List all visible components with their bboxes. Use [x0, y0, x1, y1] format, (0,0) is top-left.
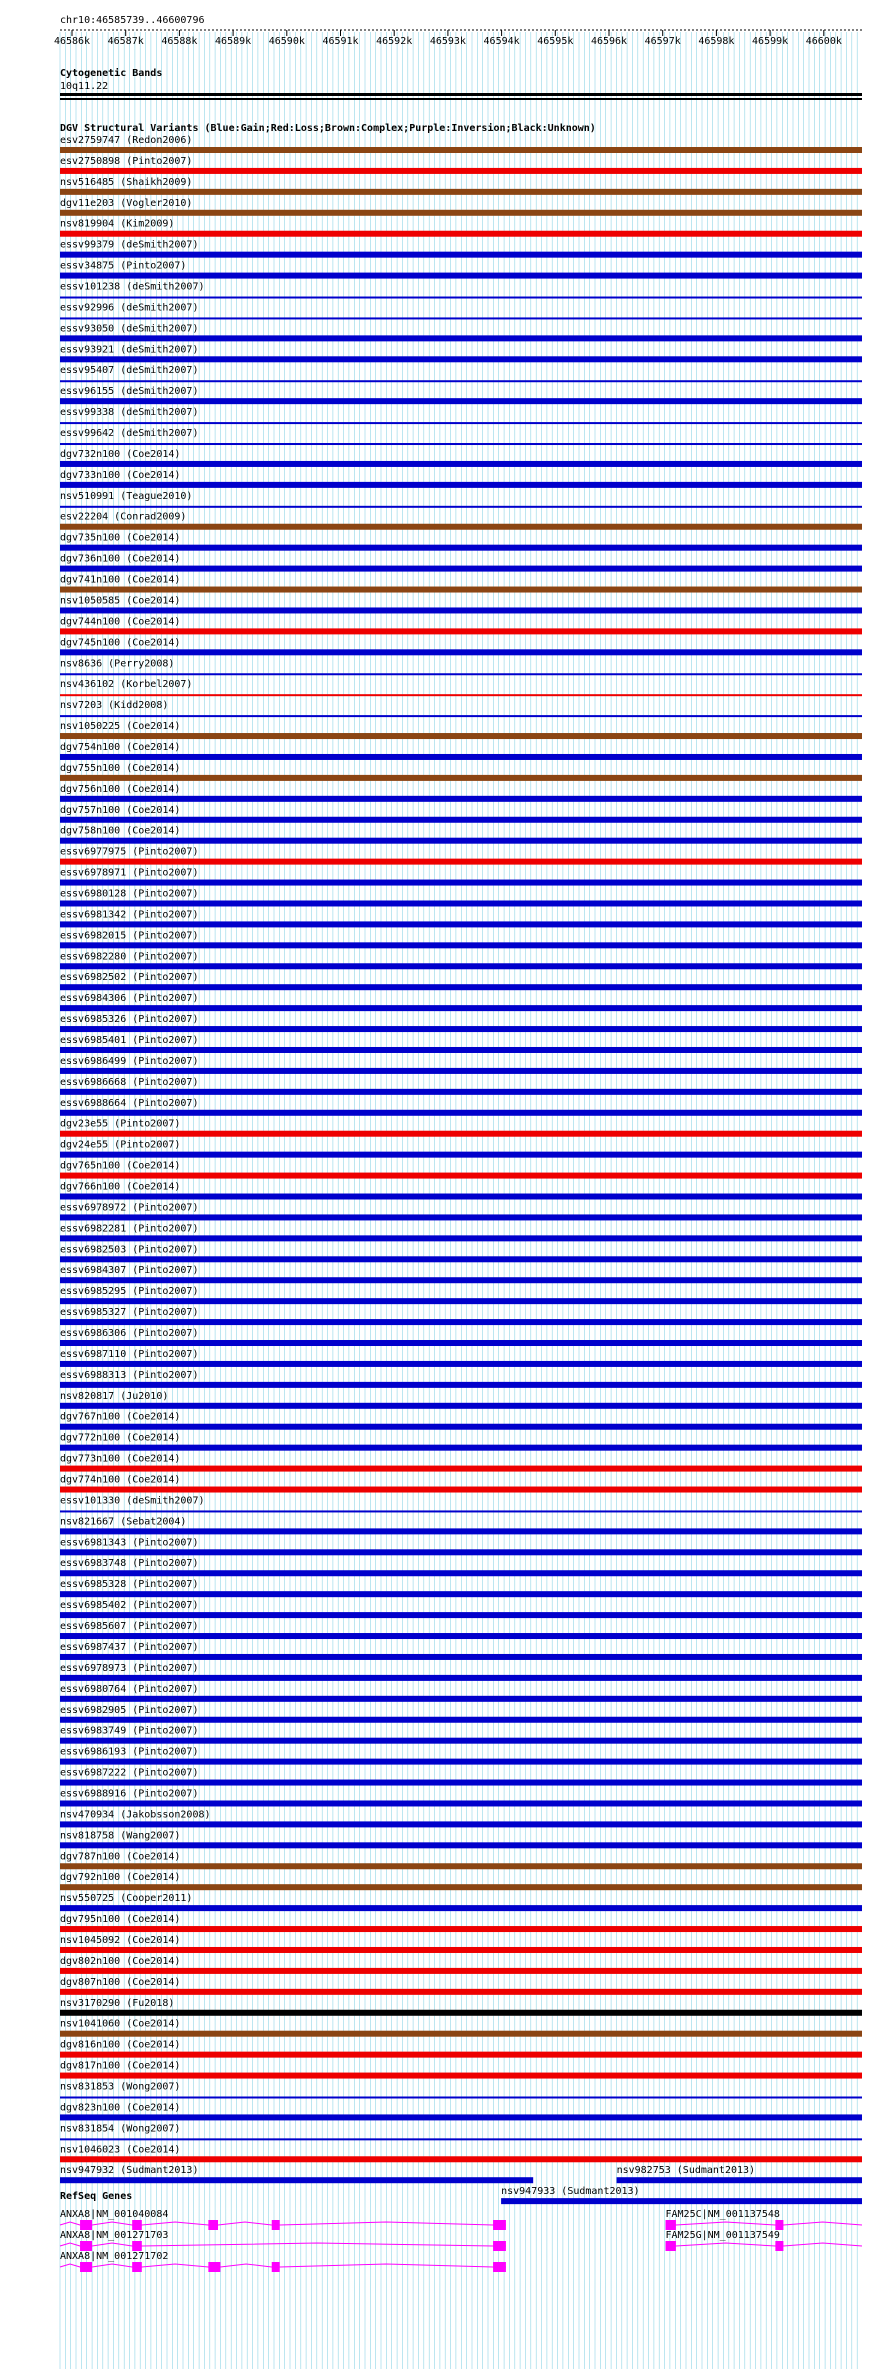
sv-label: nsv818758 (Wang2007)	[60, 1830, 181, 1842]
gene-exon[interactable]	[80, 2220, 92, 2230]
sv-bar-gain[interactable]	[60, 1780, 862, 1786]
sv-bar-gain[interactable]	[60, 649, 862, 655]
sv-bar-loss[interactable]	[60, 1173, 862, 1179]
sv-bar-gain[interactable]	[60, 252, 862, 258]
sv-label: essv6983749 (Pinto2007)	[60, 1725, 199, 1737]
sv-label: dgv757n100 (Coe2014)	[60, 804, 181, 816]
sv-bar-complex[interactable]	[60, 189, 862, 195]
sv-bar-gain[interactable]	[60, 1256, 862, 1262]
gene-exon[interactable]	[666, 2241, 676, 2251]
sv-label: essv101330 (deSmith2007)	[60, 1495, 205, 1507]
sv-bar-gain[interactable]	[60, 398, 862, 404]
sv-label: dgv733n100 (Coe2014)	[60, 469, 181, 481]
sv-bar-gain[interactable]	[60, 2096, 862, 2098]
sv-bar-gain[interactable]	[60, 1089, 862, 1095]
sv-label: essv6982502 (Pinto2007)	[60, 972, 199, 984]
gene-exon[interactable]	[208, 2262, 220, 2272]
sv-bar-complex[interactable]	[60, 524, 862, 530]
sv-label: essv92996 (deSmith2007)	[60, 302, 199, 314]
sv-label: essv6978972 (Pinto2007)	[60, 1202, 199, 1214]
sv-label: esv2750898 (Pinto2007)	[60, 155, 193, 167]
sv-label: essv6986668 (Pinto2007)	[60, 1076, 199, 1088]
gene-intron-line[interactable]	[60, 2264, 506, 2267]
sv-bar-gain[interactable]	[60, 1510, 862, 1512]
sv-label: dgv741n100 (Coe2014)	[60, 574, 181, 586]
sv-bar-gain[interactable]	[60, 1026, 862, 1032]
cytoband-title: Cytogenetic Bands	[60, 68, 163, 79]
sv-bar-gain[interactable]	[60, 1445, 862, 1451]
tick-label: 46596k	[590, 36, 628, 47]
tick-label: 46594k	[483, 36, 520, 47]
sv-label: dgv755n100 (Coe2014)	[60, 762, 181, 774]
sv-bar-gain[interactable]	[60, 796, 862, 802]
sv-label: essv99338 (deSmith2007)	[60, 407, 199, 419]
sv-bar-gain[interactable]	[60, 2177, 533, 2183]
sv-bar-gain[interactable]	[60, 1591, 862, 1597]
gene-exon[interactable]	[132, 2241, 142, 2251]
sv-bar-gain[interactable]	[60, 817, 862, 823]
sv-bar-gain[interactable]	[60, 607, 862, 613]
sv-label: essv6988664 (Pinto2007)	[60, 1097, 199, 1109]
sv-bar-gain[interactable]	[60, 297, 862, 299]
sv-label: dgv732n100 (Coe2014)	[60, 448, 181, 460]
sv-bar-gain[interactable]	[60, 1277, 862, 1283]
sv-label: essv6988313 (Pinto2007)	[60, 1369, 199, 1381]
sv-label: essv6986193 (Pinto2007)	[60, 1746, 199, 1758]
sv-bar-complex[interactable]	[60, 210, 862, 216]
sv-bar-loss[interactable]	[60, 694, 862, 696]
tick-label: 46598k	[698, 36, 735, 47]
sv-bar-loss[interactable]	[60, 1131, 862, 1137]
sv-label: essv101238 (deSmith2007)	[60, 281, 205, 293]
sv-label: dgv807n100 (Coe2014)	[60, 1976, 181, 1988]
sv-label: essv6985328 (Pinto2007)	[60, 1579, 199, 1591]
gene-exon[interactable]	[666, 2220, 676, 2230]
sv-label: dgv774n100 (Coe2014)	[60, 1474, 181, 1486]
sv-label: essv6985402 (Pinto2007)	[60, 1600, 199, 1612]
sv-bar-loss[interactable]	[60, 1466, 862, 1472]
sv-bar-complex[interactable]	[60, 775, 862, 781]
sv-label: essv99379 (deSmith2007)	[60, 239, 199, 251]
sv-label: nsv947933 (Sudmant2013)	[501, 2186, 640, 2198]
sv-label: dgv772n100 (Coe2014)	[60, 1432, 181, 1444]
sv-bar-gain[interactable]	[60, 1319, 862, 1325]
sv-bar-loss[interactable]	[60, 1926, 862, 1932]
sv-label: dgv816n100 (Coe2014)	[60, 2039, 181, 2051]
sv-label: essv95407 (deSmith2007)	[60, 365, 199, 377]
sv-label: dgv23e55 (Pinto2007)	[60, 1118, 181, 1130]
sv-bar-gain[interactable]	[60, 1068, 862, 1074]
gene-exon[interactable]	[775, 2241, 783, 2251]
sv-label: dgv787n100 (Coe2014)	[60, 1851, 181, 1863]
tick-label: 46589k	[215, 36, 252, 47]
sv-label: essv6981343 (Pinto2007)	[60, 1537, 199, 1549]
sv-label: nsv1046023 (Coe2014)	[60, 2144, 181, 2156]
sv-label: dgv745n100 (Coe2014)	[60, 637, 181, 649]
sv-bar-gain[interactable]	[60, 1528, 862, 1534]
sv-label: dgv756n100 (Coe2014)	[60, 783, 181, 795]
sv-label: essv6985607 (Pinto2007)	[60, 1621, 199, 1633]
sv-bar-gain[interactable]	[60, 335, 862, 341]
sv-label: essv6986306 (Pinto2007)	[60, 1328, 199, 1340]
gene-exon[interactable]	[775, 2220, 783, 2230]
sv-label: nsv831853 (Wong2007)	[60, 2081, 181, 2093]
sv-bar-gain[interactable]	[60, 1214, 862, 1220]
sv-bar-complex[interactable]	[60, 1863, 862, 1869]
sv-label: nsv1041060 (Coe2014)	[60, 2018, 181, 2030]
sv-label: essv6987110 (Pinto2007)	[60, 1348, 199, 1360]
sv-label: essv6980764 (Pinto2007)	[60, 1683, 199, 1695]
sv-bar-gain[interactable]	[60, 1424, 862, 1430]
sv-bar-gain[interactable]	[60, 1361, 862, 1367]
tick-label: 46592k	[376, 36, 413, 47]
sv-label: dgv735n100 (Coe2014)	[60, 532, 181, 544]
sv-bar-gain[interactable]	[60, 1298, 862, 1304]
sv-label: essv6987437 (Pinto2007)	[60, 1641, 199, 1653]
sv-label: essv6985327 (Pinto2007)	[60, 1307, 199, 1319]
dgv-title: DGV Structural Variants (Blue:Gain;Red:Loss;Brown:Complex;Purple:Inversion;Black:Unknown)	[60, 123, 596, 134]
sv-bar-gain[interactable]	[60, 715, 862, 717]
sv-label: essv6985401 (Pinto2007)	[60, 1034, 199, 1046]
sv-bar-gain[interactable]	[60, 422, 862, 424]
sv-bar-gain[interactable]	[60, 1194, 862, 1200]
sv-bar-loss[interactable]	[60, 1947, 862, 1953]
sv-label: dgv792n100 (Coe2014)	[60, 1872, 181, 1884]
sv-label: essv93921 (deSmith2007)	[60, 344, 199, 356]
cytoband-bar[interactable]	[60, 93, 862, 96]
sv-label: esv22204 (Conrad2009)	[60, 511, 187, 523]
gene-label: ANXA8|NM_001271702	[60, 2251, 169, 2262]
sv-label: dgv802n100 (Coe2014)	[60, 1955, 181, 1967]
gene-exon[interactable]	[132, 2262, 142, 2272]
sv-bar-gain[interactable]	[60, 443, 862, 445]
sv-bar-gain[interactable]	[60, 1110, 862, 1116]
sv-bar-loss[interactable]	[60, 1989, 862, 1995]
sv-label: dgv758n100 (Coe2014)	[60, 825, 181, 837]
sv-label: nsv3170290 (Fu2018)	[60, 1997, 175, 2009]
gene-label: FAM25G|NM_001137549	[665, 2230, 780, 2241]
gene-intron-line[interactable]	[666, 2243, 863, 2246]
sv-bar-gain[interactable]	[60, 1696, 862, 1702]
sv-bar-gain[interactable]	[60, 1403, 862, 1409]
sv-bar-loss[interactable]	[60, 1968, 862, 1974]
sv-label: nsv820817 (Ju2010)	[60, 1390, 169, 1402]
sv-label: esv2759747 (Redon2006)	[60, 135, 193, 146]
sv-label: essv6985295 (Pinto2007)	[60, 1286, 199, 1298]
tick-label: 46591k	[322, 36, 359, 47]
sv-label: dgv773n100 (Coe2014)	[60, 1453, 181, 1465]
sv-bar-gain[interactable]	[60, 880, 862, 886]
sv-bar-gain[interactable]	[60, 461, 862, 467]
tick-label: 46597k	[644, 36, 681, 47]
sv-label: dgv11e203 (Vogler2010)	[60, 197, 193, 209]
gene-exon[interactable]	[80, 2262, 92, 2272]
sv-label: nsv1050585 (Coe2014)	[60, 595, 181, 607]
sv-bar-complex[interactable]	[60, 147, 862, 153]
sv-label: essv6988916 (Pinto2007)	[60, 1788, 199, 1800]
sv-label: essv6986499 (Pinto2007)	[60, 1055, 199, 1067]
gene-intron-line[interactable]	[60, 2222, 506, 2225]
gene-exon[interactable]	[272, 2220, 280, 2230]
sv-bar-complex[interactable]	[60, 1884, 862, 1890]
sv-label: nsv831854 (Wong2007)	[60, 2123, 181, 2135]
region-label: chr10:46585739..46600796	[60, 15, 205, 26]
gene-exon[interactable]	[272, 2262, 280, 2272]
sv-bar-gain[interactable]	[60, 317, 862, 319]
sv-label: essv6982280 (Pinto2007)	[60, 951, 199, 963]
sv-label: essv6977975 (Pinto2007)	[60, 846, 199, 858]
sv-label: nsv510991 (Teague2010)	[60, 490, 193, 502]
sv-bar-gain[interactable]	[60, 380, 862, 382]
sv-label: essv6978973 (Pinto2007)	[60, 1662, 199, 1674]
sv-label: dgv24e55 (Pinto2007)	[60, 1139, 181, 1151]
tick-label: 46600k	[805, 36, 842, 47]
sv-label: nsv1050225 (Coe2014)	[60, 721, 181, 733]
sv-label: dgv754n100 (Coe2014)	[60, 741, 181, 753]
sv-bar-gain[interactable]	[60, 1152, 862, 1158]
sv-label: nsv436102 (Korbel2007)	[60, 679, 193, 691]
cytoband-label: 10q11.22	[60, 81, 109, 92]
sv-label: dgv823n100 (Coe2014)	[60, 2102, 181, 2114]
sv-bar-loss[interactable]	[60, 2156, 862, 2162]
sv-label: essv6984307 (Pinto2007)	[60, 1265, 199, 1277]
sv-bar-gain[interactable]	[60, 1759, 862, 1765]
sv-label: essv6987222 (Pinto2007)	[60, 1767, 199, 1779]
sv-bar-gain[interactable]	[60, 754, 862, 760]
sv-label: essv6982905 (Pinto2007)	[60, 1704, 199, 1716]
tick-label: 46588k	[161, 36, 198, 47]
sv-label: essv6983748 (Pinto2007)	[60, 1558, 199, 1570]
sv-bar-gain[interactable]	[60, 1235, 862, 1241]
sv-bar-gain[interactable]	[60, 1340, 862, 1346]
sv-bar-gain[interactable]	[60, 506, 862, 508]
sv-bar-gain[interactable]	[60, 1821, 862, 1827]
ruler-track[interactable]	[54, 15, 862, 47]
sv-bar-complex[interactable]	[60, 587, 862, 593]
sv-bar-gain[interactable]	[60, 1005, 862, 1011]
sv-label: essv6978971 (Pinto2007)	[60, 867, 199, 879]
tick-label: 46590k	[268, 36, 305, 47]
gene-exon[interactable]	[132, 2220, 142, 2230]
sv-label: dgv817n100 (Coe2014)	[60, 2060, 181, 2072]
sv-bar-gain[interactable]	[60, 1382, 862, 1388]
sv-label: nsv470934 (Jakobsson2008)	[60, 1809, 211, 1821]
gene-label: ANXA8|NM_001271703	[60, 2230, 169, 2241]
sv-bar-unknown[interactable]	[60, 2010, 862, 2016]
sv-bar-gain[interactable]	[60, 838, 862, 844]
sv-bar-gain[interactable]	[60, 673, 862, 675]
sv-bar-gain[interactable]	[60, 356, 862, 362]
sv-label: essv6980128 (Pinto2007)	[60, 888, 199, 900]
sv-label: nsv982753 (Sudmant2013)	[616, 2165, 756, 2177]
sv-bar-loss[interactable]	[60, 1487, 862, 1493]
tick-label: 46595k	[537, 36, 574, 47]
sv-bar-gain[interactable]	[60, 1633, 862, 1639]
sv-label: nsv8636 (Perry2008)	[60, 658, 175, 670]
sv-bar-gain[interactable]	[60, 1717, 862, 1723]
sv-bar-gain[interactable]	[60, 963, 862, 969]
sv-bar-gain[interactable]	[60, 482, 862, 488]
sv-bar-gain[interactable]	[60, 273, 862, 279]
gene-intron-line[interactable]	[60, 2243, 506, 2246]
sv-label: dgv736n100 (Coe2014)	[60, 553, 181, 565]
sv-bar-gain[interactable]	[60, 1047, 862, 1053]
sv-bar-gain[interactable]	[60, 1612, 862, 1618]
sv-label: essv6984306 (Pinto2007)	[60, 993, 199, 1005]
sv-bar-loss[interactable]	[60, 168, 862, 174]
sv-bar-gain[interactable]	[60, 2114, 862, 2120]
gene-intron-line[interactable]	[666, 2222, 863, 2225]
sv-label: essv6981342 (Pinto2007)	[60, 909, 199, 921]
sv-label: essv96155 (deSmith2007)	[60, 386, 199, 398]
gene-exon[interactable]	[493, 2220, 506, 2230]
sv-bar-loss[interactable]	[60, 859, 862, 865]
sv-label: essv99642 (deSmith2007)	[60, 428, 199, 440]
gene-exon[interactable]	[80, 2241, 92, 2251]
sv-label: nsv819904 (Kim2009)	[60, 218, 175, 230]
gene-exon[interactable]	[493, 2262, 506, 2272]
sv-label: dgv744n100 (Coe2014)	[60, 616, 181, 628]
sv-bar-gain[interactable]	[60, 1800, 862, 1806]
sv-label: nsv516485 (Shaikh2009)	[60, 176, 193, 188]
tick-label: 46593k	[429, 36, 466, 47]
sv-bar-gain[interactable]	[501, 2198, 862, 2204]
sv-bar-gain[interactable]	[60, 1738, 862, 1744]
sv-bar-gain[interactable]	[60, 2138, 862, 2140]
sv-bar-gain[interactable]	[60, 545, 862, 551]
sv-label: essv6982015 (Pinto2007)	[60, 930, 199, 942]
sv-label: dgv766n100 (Coe2014)	[60, 1181, 181, 1193]
sv-bar-gain[interactable]	[60, 942, 862, 948]
sv-bar-loss[interactable]	[60, 628, 862, 634]
sv-label: nsv550725 (Cooper2011)	[60, 1893, 193, 1905]
sv-bar-gain[interactable]	[60, 921, 862, 927]
sv-label: essv34875 (Pinto2007)	[60, 260, 187, 272]
sv-bar-gain[interactable]	[60, 1549, 862, 1555]
sv-bar-gain[interactable]	[60, 900, 862, 906]
sv-label: essv6982503 (Pinto2007)	[60, 1244, 199, 1256]
sv-bar-gain[interactable]	[60, 1570, 862, 1576]
tick-label: 46587k	[107, 36, 144, 47]
sv-bar-loss[interactable]	[60, 231, 862, 237]
sv-bar-complex[interactable]	[60, 2031, 862, 2037]
sv-label: nsv821667 (Sebat2004)	[60, 1516, 187, 1528]
sv-bar-gain[interactable]	[60, 1842, 862, 1848]
sv-bar-gain[interactable]	[60, 984, 862, 990]
sv-label: dgv767n100 (Coe2014)	[60, 1411, 181, 1423]
sv-label: essv6985326 (Pinto2007)	[60, 1014, 199, 1026]
sv-bar-gain[interactable]	[60, 566, 862, 572]
gene-label: FAM25C|NM_001137548	[665, 2209, 780, 2220]
sv-label: essv93050 (deSmith2007)	[60, 323, 199, 335]
sv-bar-loss[interactable]	[60, 2073, 862, 2079]
sv-label: nsv7203 (Kidd2008)	[60, 700, 169, 712]
refseq-title: RefSeq Genes	[60, 2191, 133, 2202]
sv-label: nsv947932 (Sudmant2013)	[60, 2165, 199, 2177]
sv-bar-complex[interactable]	[60, 733, 862, 739]
sv-bar-gain[interactable]	[60, 1905, 862, 1911]
sv-label: nsv1045092 (Coe2014)	[60, 1934, 181, 1946]
gene-exon[interactable]	[493, 2241, 506, 2251]
gene-label: ANXA8|NM_001040084	[60, 2209, 169, 2220]
sv-label: essv6982281 (Pinto2007)	[60, 1223, 199, 1235]
sv-bar-gain[interactable]	[60, 1675, 862, 1681]
sv-bar-gain[interactable]	[60, 1654, 862, 1660]
gene-exon[interactable]	[208, 2220, 218, 2230]
sv-bar-loss[interactable]	[60, 2052, 862, 2058]
tick-label: 46586k	[53, 36, 91, 47]
sv-label: dgv795n100 (Coe2014)	[60, 1914, 181, 1926]
cytoband-bar-2	[60, 98, 862, 100]
sv-bar-gain[interactable]	[617, 2177, 862, 2183]
tick-label: 46599k	[752, 36, 789, 47]
sv-label: dgv765n100 (Coe2014)	[60, 1160, 181, 1172]
